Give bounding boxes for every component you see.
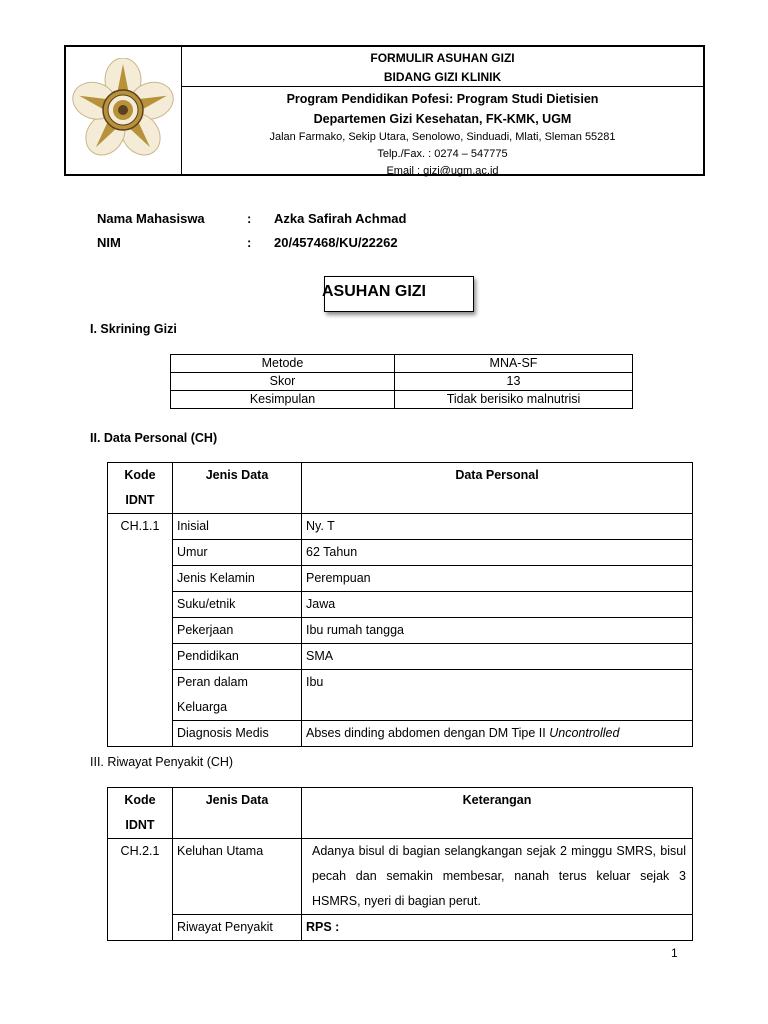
col-kode-line2: IDNT [125, 818, 155, 832]
col-ket-header: Keterangan [302, 788, 693, 839]
table-cell: Jenis Kelamin [173, 566, 302, 592]
table-cell: RPS : [302, 915, 693, 941]
table-cell: Skor [171, 373, 395, 391]
table-row [108, 644, 693, 670]
table-cell: 62 Tahun [302, 540, 693, 566]
table-cell: Adanya bisul di bagian selangkangan sejak 2 minggu SMRS, bisul pecah dan semakin membesar, nanah terus keluar sejak 3 HSMRS, nyeri di bagian perut. [302, 839, 693, 915]
idnt-code: CH.2.1 [108, 839, 173, 941]
student-nim-value: 20/457468/KU/22262 [274, 235, 398, 250]
table-cell: Ibu [302, 670, 693, 721]
form-title [182, 47, 703, 87]
section1-heading: I. Skrining Gizi [90, 322, 177, 336]
table-cell: Jawa [302, 592, 693, 618]
screening-table [170, 354, 633, 409]
table-row [108, 566, 693, 592]
table-row [108, 670, 693, 721]
student-nim-sep: : [247, 235, 252, 250]
table-cell: 13 [395, 373, 633, 391]
department-name: Departemen Gizi Kesehatan, FK-KMK, UGM [313, 112, 572, 126]
table-row [108, 721, 693, 747]
col-jenis-header: Jenis Data [173, 463, 302, 514]
table-row [108, 540, 693, 566]
letterhead [64, 45, 705, 176]
table-cell [302, 721, 693, 747]
table-cell: Tidak berisiko malnutrisi [395, 391, 633, 409]
col-kode-line1: Kode [124, 793, 156, 807]
cell-line: Keluarga [177, 700, 228, 714]
document-title-box [324, 276, 474, 312]
form-title-line1: FORMULIR ASUHAN GIZI [370, 51, 515, 65]
table-cell: SMA [302, 644, 693, 670]
ugm-seal-icon [71, 58, 175, 162]
col-kode-header [108, 788, 173, 839]
col-kode-header [108, 463, 173, 514]
table-header-row [108, 788, 693, 839]
logo-cell [66, 47, 182, 174]
table-cell: Perempuan [302, 566, 693, 592]
table-row [171, 355, 633, 373]
table-cell: Ibu rumah tangga [302, 618, 693, 644]
table-row [108, 915, 693, 941]
table-row [108, 839, 693, 915]
table-cell: Ny. T [302, 514, 693, 540]
table-row [108, 592, 693, 618]
table-cell: Riwayat Penyakit [173, 915, 302, 941]
table-cell: Inisial [173, 514, 302, 540]
table-row [171, 373, 633, 391]
table-cell: Pekerjaan [173, 618, 302, 644]
table-cell: Suku/etnik [173, 592, 302, 618]
institution-info [182, 88, 703, 177]
address: Jalan Farmako, Sekip Utara, Senolowo, Sinduadi, Mlati, Sleman 55281 [269, 131, 616, 143]
student-name-value: Azka Safirah Achmad [274, 211, 407, 226]
form-title-line2: BIDANG GIZI KLINIK [383, 70, 502, 84]
section2-heading: II. Data Personal (CH) [90, 431, 218, 445]
idnt-code: CH.1.1 [108, 514, 173, 747]
student-name-sep: : [247, 211, 252, 226]
table-cell: Kesimpulan [171, 391, 395, 409]
diagnosis-text: Abses dinding abdomen dengan DM Tipe II [306, 726, 550, 740]
student-nim-label: NIM [97, 235, 121, 250]
col-kode-line2: IDNT [125, 493, 155, 507]
page-number: 1 [671, 946, 678, 960]
table-header-row [108, 463, 693, 514]
table-cell: Umur [173, 540, 302, 566]
table-row [108, 618, 693, 644]
email: Email : gizi@ugm.ac.id [386, 165, 499, 177]
table-cell: MNA-SF [395, 355, 633, 373]
col-data-header: Data Personal [302, 463, 693, 514]
col-jenis-header: Jenis Data [173, 788, 302, 839]
table-cell: Pendidikan [173, 644, 302, 670]
document-title: ASUHAN GIZI [322, 283, 426, 300]
table-cell: Metode [171, 355, 395, 373]
table-cell: Diagnosis Medis [173, 721, 302, 747]
col-kode-line1: Kode [124, 468, 156, 482]
cell-line: Peran dalam [177, 675, 248, 689]
medical-history-table [107, 787, 693, 941]
table-row [108, 514, 693, 540]
section3-heading: III. Riwayat Penyakit (CH) [90, 755, 234, 769]
table-cell [173, 670, 302, 721]
phone: Telp./Fax. : 0274 – 547775 [377, 148, 508, 160]
diagnosis-italic: Uncontrolled [549, 726, 620, 740]
personal-data-table [107, 462, 693, 747]
student-name-label: Nama Mahasiswa [97, 211, 205, 226]
table-row [171, 391, 633, 409]
program-name: Program Pendidikan Pofesi: Program Studi Dietisien [286, 92, 599, 106]
table-cell: Keluhan Utama [173, 839, 302, 915]
